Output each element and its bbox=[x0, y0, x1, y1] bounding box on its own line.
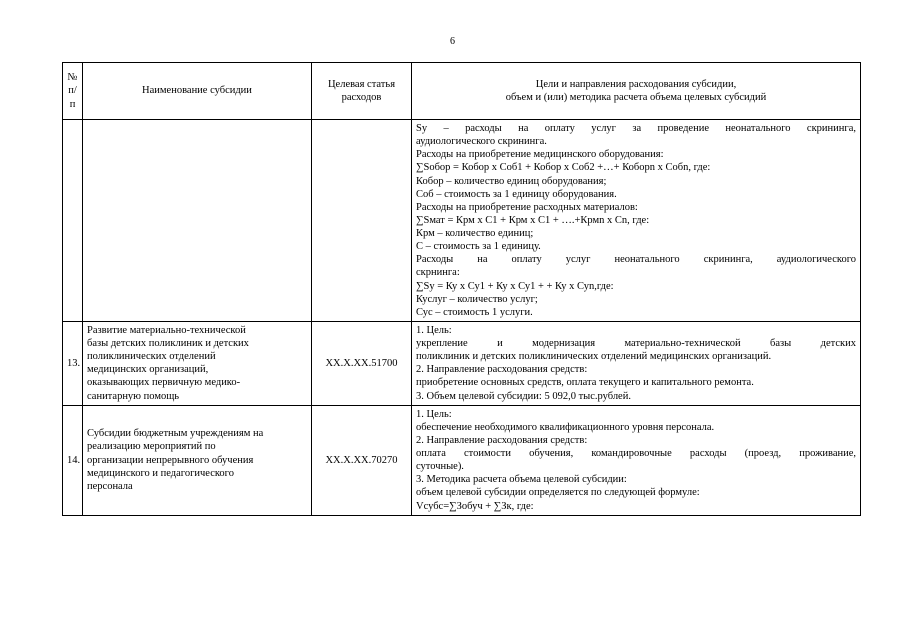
row-article: ХХ.Х.ХХ.51700 bbox=[312, 321, 412, 405]
row-num bbox=[63, 120, 83, 322]
row-num: 14. bbox=[63, 405, 83, 515]
header-num: № п/ п bbox=[63, 63, 83, 120]
table-row bbox=[63, 405, 861, 515]
header-article: Целевая статья расходов bbox=[312, 63, 412, 120]
table-row bbox=[63, 120, 861, 322]
table-row bbox=[63, 321, 861, 405]
row-goals: Sy – расходы на оплату услуг за проведение неонатального скрининга, аудиологического скрининга. Расходы на приобретение медицинского оборудования: ∑Sобор = Кобор х Соб1 + Кобор х Соб2 +…+ Коборn х Собn, где: Кобор – количество единиц оборудования; Соб – стоимость за 1 единицу оборудования. Расходы на приобретение расходных материалов: ∑Sмат = Крм х С1 + Крм х С1 + ….+Крмn х Сn, где: Крм – количество единиц; С – стоимость за 1 единицу. Расходы на оплату услуг неонатального скрининга, аудиологического скрнинга: ∑Sy = Ку х Су1 + Ку х Су1 + + Ку х Суn,где: Куслуг – количество услуг; Сус – стоимость 1 услуги. bbox=[412, 120, 861, 322]
row-article: ХХ.Х.ХХ.70270 bbox=[312, 405, 412, 515]
row-num: 13. bbox=[63, 321, 83, 405]
row-article bbox=[312, 120, 412, 322]
row-name: Развитие материально-технической базы детских поликлиник и детских поликлинических отделений медицинских организаций, оказывающих первичную медико- санитарную помощь bbox=[83, 321, 312, 405]
row-goals: 1. Цель: укрепление и модернизация материально-технической базы детских поликлиник и детских поликлинических отделений медицинских организаций. 2. Направление расходования средств: приобретение основных средств, оплата текущего и капитального ремонта. 3. Объем целевой субсидии: 5 092,0 тыс.рублей. bbox=[412, 321, 861, 405]
row-goals: 1. Цель: обеспечение необходимого квалификационного уровня персонала. 2. Направление расходования средств: оплата стоимости обучения, командировочные расходы (проезд, проживание, суточные). 3. Методика расчета объема целевой субсидии: объем целевой субсидии определяется по следующей формуле: Vсубс=∑Зобуч + ∑Зк, где: bbox=[412, 405, 861, 515]
row-name: Субсидии бюджетным учреждениям на реализацию мероприятий по организации непрерывного обучения медицинского и педагогического персонала bbox=[83, 405, 312, 515]
table-header-row bbox=[63, 63, 861, 120]
header-name: Наименование субсидии bbox=[83, 63, 312, 120]
page-number: 6 bbox=[450, 36, 455, 47]
subsidy-table bbox=[62, 62, 861, 516]
header-goals: Цели и направления расходования субсидии, объем и (или) методика расчета объема целевых субсидий bbox=[412, 63, 861, 120]
row-name bbox=[83, 120, 312, 322]
